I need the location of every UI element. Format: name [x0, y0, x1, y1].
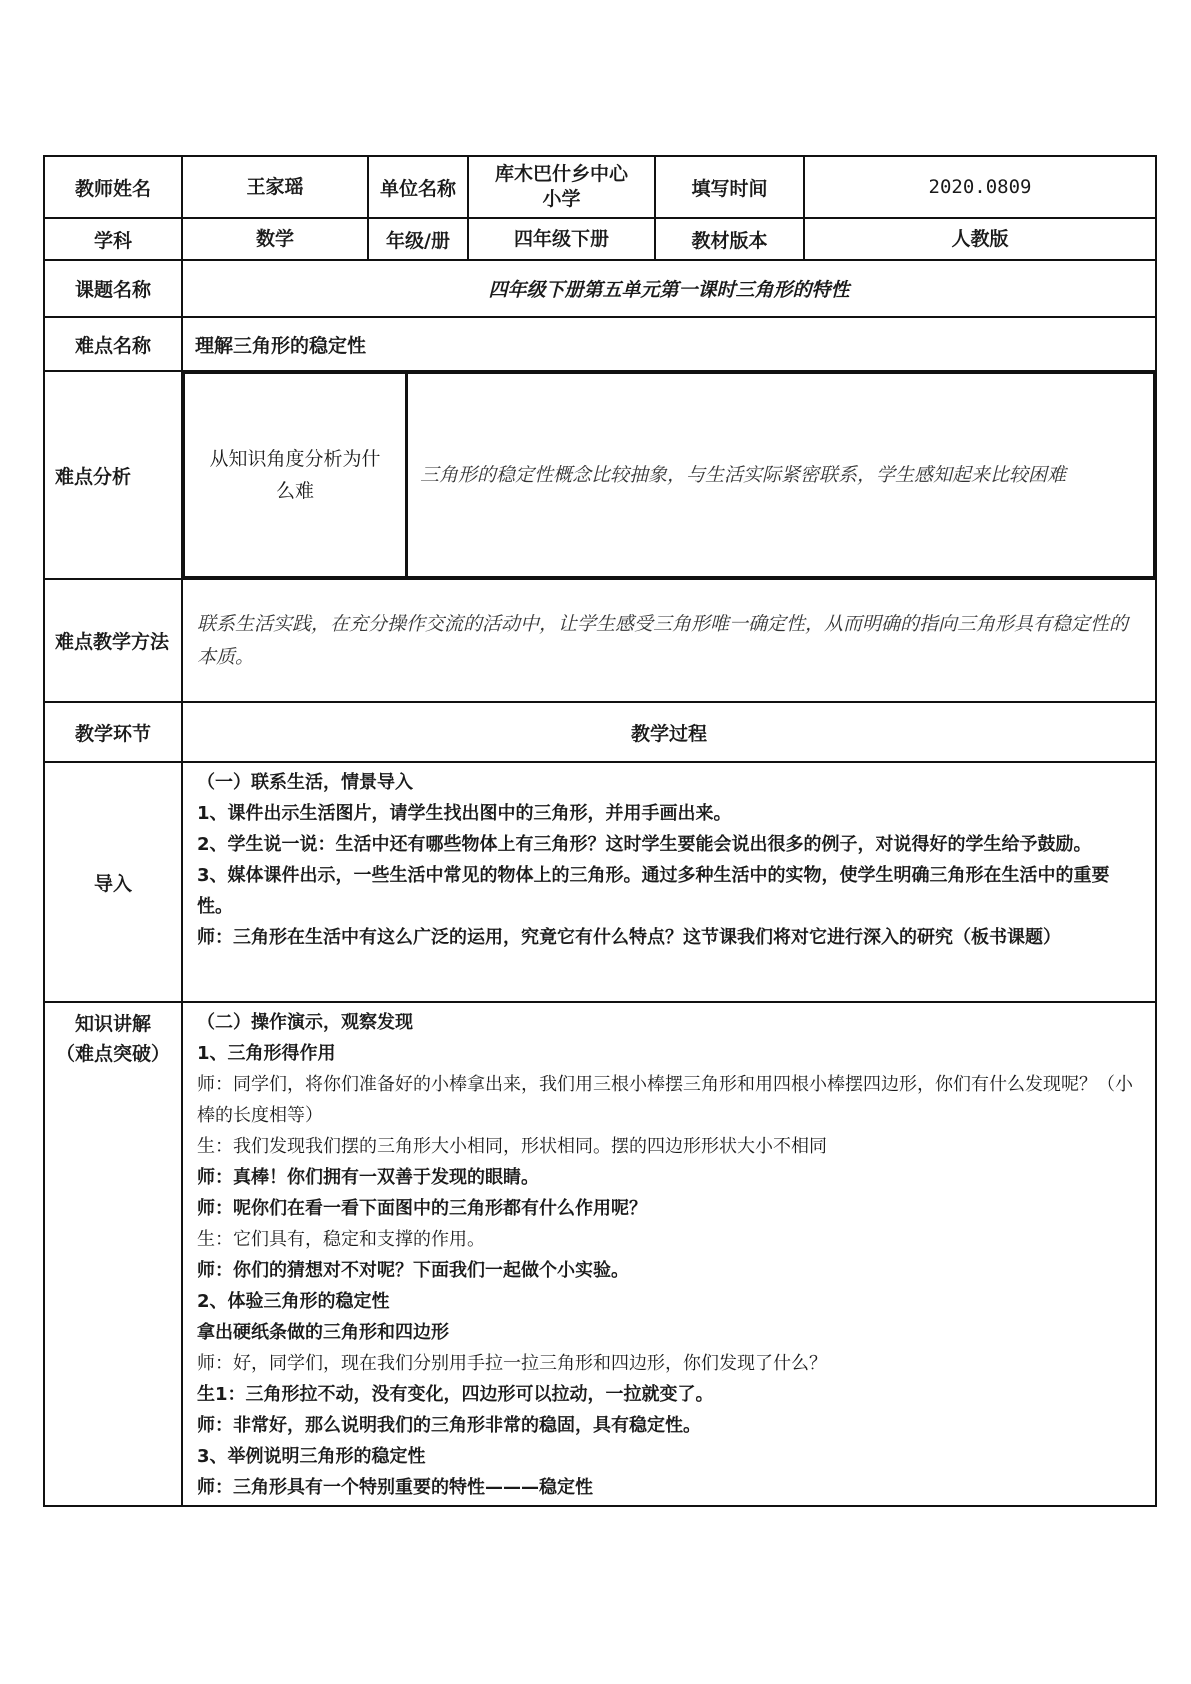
- edition-value: 人教版: [804, 218, 1156, 260]
- topic-value: 四年级下册第五单元第一课时三角形的特性: [182, 260, 1156, 317]
- teacher-label: 教师姓名: [44, 156, 182, 218]
- knowledge-label-2: （难点突破）: [55, 1043, 170, 1065]
- knowledge-line: 1、三角形得作用: [197, 1043, 336, 1064]
- intro-line: 师：三角形在生活中有这么广泛的运用，究竟它有什么特点？这节课我们将对它进行深入的研究（板书课题）: [197, 927, 1061, 948]
- intro-line: 1、课件出示生活图片，请学生找出图中的三角形，并用手画出来。: [197, 803, 732, 824]
- time-label: 填写时间: [655, 156, 804, 218]
- header-row-2: [44, 218, 1156, 260]
- lesson-plan-document: [43, 155, 1155, 1507]
- knowledge-line: （二）操作演示，观察发现: [197, 1012, 413, 1033]
- intro-row: [44, 762, 1156, 1002]
- knowledge-line: 生：我们发现我们摆的三角形大小相同，形状相同。摆的四边形形状大小不相同: [197, 1136, 827, 1157]
- knowledge-line: 师：你们的猜想对不对呢？下面我们一起做个小实验。: [197, 1260, 629, 1281]
- intro-line: 2、学生说一说：生活中还有哪些物体上有三角形？这时学生要能会说出很多的例子，对说得好的学生给予鼓励。: [197, 834, 1092, 855]
- lesson-plan-table: [43, 155, 1157, 1507]
- unit-label: 单位名称: [368, 156, 468, 218]
- intro-line: 3、媒体课件出示，一些生活中常见的物体上的三角形。通过多种生活中的实物，使学生明确三角形在生活中的重要性。: [197, 865, 1110, 917]
- method-value: 联系生活实践，在充分操作交流的活动中，让学生感受三角形唯一确定性，从而明确的指向三角形具有稳定性的本质。: [182, 579, 1156, 702]
- intro-label: 导入: [44, 762, 182, 1002]
- analysis-cell: [182, 371, 1156, 579]
- analysis-value: 三角形的稳定性概念比较抽象，与生活实际紧密联系，学生感知起来比较困难: [407, 373, 1155, 577]
- topic-row: [44, 260, 1156, 317]
- stage-label: 教学环节: [44, 702, 182, 762]
- difficulty-row: [44, 317, 1156, 371]
- knowledge-label-cell: [44, 1002, 182, 1506]
- intro-line: （一）联系生活，情景导入: [197, 772, 413, 793]
- edition-label: 教材版本: [655, 218, 804, 260]
- knowledge-label: 知识讲解: [74, 1013, 151, 1035]
- header-row-1: [44, 156, 1156, 218]
- intro-content: [182, 762, 1156, 1002]
- analysis-label: 难点分析: [44, 371, 182, 579]
- knowledge-line: 师：三角形具有一个特别重要的特性———稳定性: [197, 1477, 593, 1498]
- analysis-row: [44, 371, 1156, 579]
- teacher-value: 王家瑶: [182, 156, 368, 218]
- knowledge-content: [182, 1002, 1156, 1506]
- knowledge-line: 3、举例说明三角形的稳定性: [197, 1446, 426, 1467]
- knowledge-line: 生1：三角形拉不动，没有变化，四边形可以拉动，一拉就变了。: [197, 1384, 714, 1405]
- process-label: 教学过程: [182, 702, 1156, 762]
- grade-label: 年级/册: [368, 218, 468, 260]
- grade-value: 四年级下册: [468, 218, 655, 260]
- process-header-row: [44, 702, 1156, 762]
- subject-value: 数学: [182, 218, 368, 260]
- knowledge-line: 生：它们具有，稳定和支撑的作用。: [197, 1229, 485, 1250]
- difficulty-value: 理解三角形的稳定性: [182, 317, 1156, 371]
- time-value: 2020.0809: [804, 156, 1156, 218]
- method-label: 难点教学方法: [44, 579, 182, 702]
- knowledge-line: 2、体验三角形的稳定性: [197, 1291, 390, 1312]
- knowledge-line: 师：真棒！你们拥有一双善于发现的眼睛。: [197, 1167, 539, 1188]
- knowledge-line: 拿出硬纸条做的三角形和四边形: [197, 1322, 449, 1343]
- analysis-sub-label: 从知识角度分析为什么难: [184, 373, 407, 577]
- knowledge-line: 师：非常好，那么说明我们的三角形非常的稳固，具有稳定性。: [197, 1415, 701, 1436]
- topic-label: 课题名称: [44, 260, 182, 317]
- knowledge-line: 师：呢你们在看一看下面图中的三角形都有什么作用呢？: [197, 1198, 647, 1219]
- knowledge-line: 师：同学们，将你们准备好的小棒拿出来，我们用三根小棒摆三角形和用四根小棒摆四边形，你们有什么发现呢？（小棒的长度相等）: [197, 1074, 1133, 1126]
- difficulty-label: 难点名称: [44, 317, 182, 371]
- knowledge-row: [44, 1002, 1156, 1506]
- subject-label: 学科: [44, 218, 182, 260]
- unit-value: 库木巴什乡中心小学: [468, 156, 655, 218]
- knowledge-line: 师：好，同学们，现在我们分别用手拉一拉三角形和四边形，你们发现了什么？: [197, 1353, 827, 1374]
- analysis-inner-table: [183, 372, 1155, 578]
- method-row: [44, 579, 1156, 702]
